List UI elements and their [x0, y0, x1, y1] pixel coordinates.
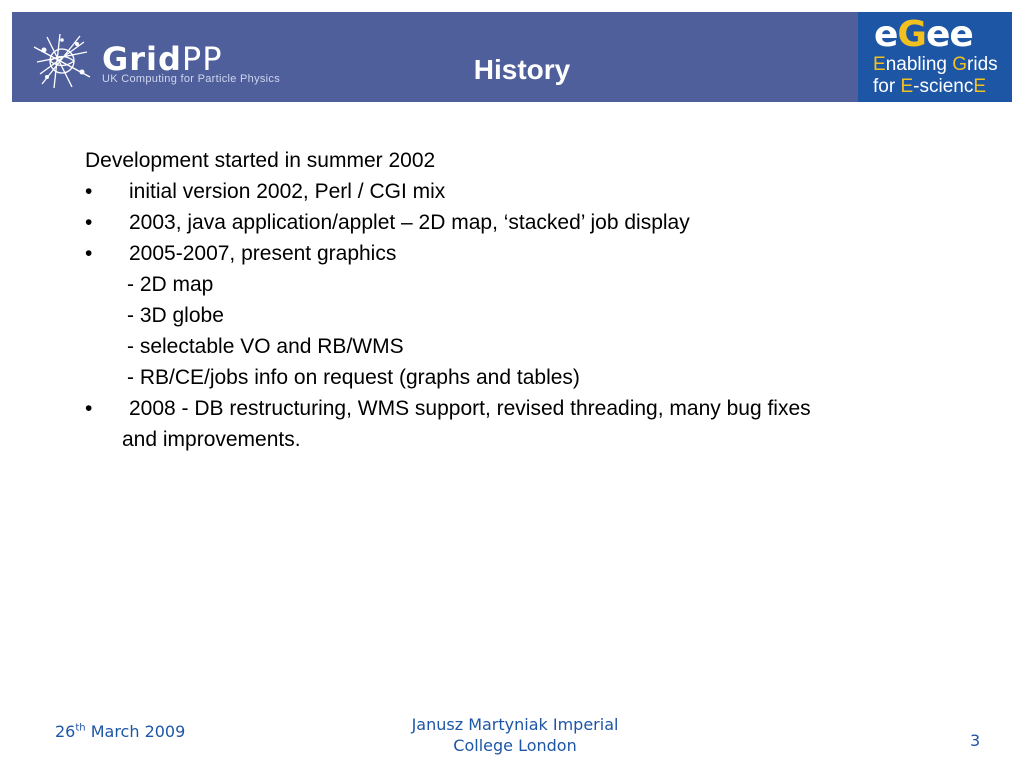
- egee-tagline-line1: Enabling Grids: [873, 54, 998, 75]
- bullet-icon: •: [85, 397, 93, 420]
- bullet-icon: •: [85, 211, 93, 234]
- sub-list-item: - 2D map: [127, 273, 214, 296]
- list-item-continuation: and improvements.: [122, 428, 301, 451]
- gridpp-globe-icon: [32, 32, 92, 90]
- slide-body: [85, 145, 985, 455]
- list-item: • 2003, java application/applet – 2D map, ‘stacked’ job display: [85, 207, 985, 238]
- list-item: • 2008 - DB restructuring, WMS support, revised threading, many bug fixes: [85, 393, 985, 424]
- intro-line: Development started in summer 2002: [85, 149, 436, 172]
- footer-author: Janusz Martyniak Imperial College London: [411, 715, 619, 755]
- slide-title: History: [473, 54, 571, 85]
- list-item: • initial version 2002, Perl / CGI mix: [85, 176, 985, 207]
- egee-tagline-line2: for E-sciencE: [873, 76, 987, 97]
- gridpp-tagline: UK Computing for Particle Physics: [102, 73, 281, 85]
- sub-list-item: - 3D globe: [127, 304, 224, 327]
- bullet-icon: •: [85, 242, 93, 265]
- list-item: • 2005-2007, present graphics: [85, 238, 985, 269]
- page-number: 3: [970, 731, 981, 750]
- bullet-icon: •: [85, 180, 93, 203]
- egee-logo-wordmark: eGee: [874, 14, 973, 55]
- sub-list-item: - RB/CE/jobs info on request (graphs and tables): [127, 366, 580, 389]
- footer-date: 26th March 2009: [55, 722, 186, 741]
- egee-logo: [858, 12, 1012, 102]
- sub-list-item: - selectable VO and RB/WMS: [127, 335, 404, 358]
- gridpp-logo-text: GridPP: [102, 40, 223, 78]
